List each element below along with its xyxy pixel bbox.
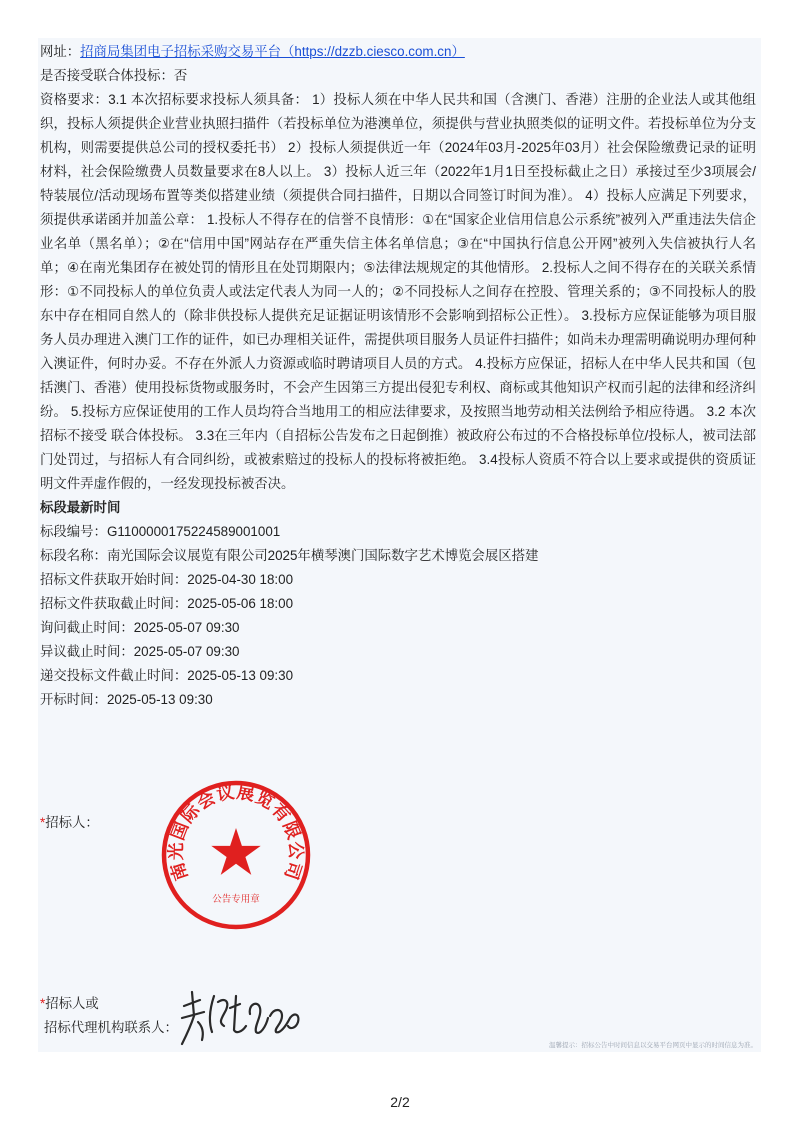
section-field-value: 2025-05-06 18:00	[187, 596, 294, 611]
section-field-row	[40, 592, 756, 616]
section-field-row	[40, 664, 756, 688]
handwritten-signature	[178, 986, 308, 1048]
section-field-value: 2025-05-13 09:30	[187, 668, 294, 683]
joint-bid-label: 是否接受联合体投标：	[40, 68, 174, 83]
section-field-row	[40, 688, 756, 712]
section-fields	[40, 520, 756, 712]
seal-star-icon	[211, 828, 260, 875]
contact-label-line2: 招标代理机构联系人：	[44, 1020, 178, 1035]
notice-content	[40, 40, 756, 712]
required-asterisk: *	[40, 996, 46, 1011]
section-field-value: 2025-05-07 09:30	[133, 620, 240, 635]
website-row	[40, 40, 756, 64]
document-sheet	[38, 38, 761, 1052]
section-field-value: 南光国际会议展览有限公司2025年横琴澳门国际数字艺术博览会展区搭建	[106, 548, 539, 563]
section-field-label: 招标文件获取截止时间：	[40, 596, 188, 611]
joint-bid-value: 否	[173, 68, 188, 83]
section-field-row	[40, 640, 756, 664]
section-field-label: 询问截止时间：	[40, 620, 134, 635]
section-field-label: 标段编号：	[40, 524, 107, 539]
page-number: 2/2	[390, 1094, 410, 1110]
section-field-label: 招标文件获取开始时间：	[40, 572, 188, 587]
tenderer-row	[40, 811, 99, 835]
section-heading: 标段最新时间	[40, 500, 121, 515]
website-label: 网址：	[40, 44, 81, 59]
seal-ring-text: 南光国际会议展览有限公司	[166, 782, 306, 883]
section-field-row	[40, 520, 756, 544]
section-field-label: 标段名称：	[40, 548, 107, 563]
footer-reminder: 温馨提示：招标公告中时间信息以交易平台网页中显示的时间信息为准。	[549, 1042, 757, 1049]
section-field-label: 递交投标文件截止时间：	[40, 668, 188, 683]
section-field-row	[40, 616, 756, 640]
platform-link[interactable]: 招商局集团电子招标采购交易平台（https://dzzb.ciesco.com.cn）	[80, 44, 465, 59]
official-seal	[159, 778, 313, 932]
qualification-paragraph: 资格要求：3.1 本次招标要求投标人须具备： 1）投标人须在中华人民共和国（含澳门、香港）注册的企业法人或其他组织，投标人须提供企业营业执照扫描件（若投标单位为港澳单位，须提供与营业执照类似的证明文件。若投标单位为分支机构，则需要提供总公司的授权委托书） 2）投标人须提供近一年（2024年03月-2025年03月）社会保险缴费记录的证明材料，社会保险缴费人员数量要求在8人以上。 3）投标人近三年（2022年1月1日至投标截止之日）承接过至少3项展会/特装展位/活动现场布置等类似搭建业绩（须提供合同扫描件，日期以合同签订时间为准）。 4）投标人应满足下列要求，须提供承诺函并加盖公章： 1.投标人不得存在的信誉不良情形：①在“国家企业信用信息公示系统”被列入严重违法失信企业名单（黑名单）；②在“信用中国”网站存在严重失信主体名单信息；③在“中国执行信息公开网”被列入失信被执行人名单；④在南光集团存在被处罚的情形且在处罚期限内；⑤法律法规规定的其他情形。 2.投标人之间不得存在的关联关系情形：①不同投标人的单位负责人或法定代表人为同一人的；②不同投标人之间存在控股、管理关系的；③不同投标人的股东中存在相同自然人的（除非供投标人提供充足证据证明该情形不会影响到招标公正性）。 3.投标方应保证能够为项目服务人员办理进入澳门工作的证件，如已办理相关证件，需提供项目服务人员证件扫描件；如尚未办理需明确说明办理何种入澳证件，何时办妥。不存在外派人力资源或临时聘请项目人员的方式。 4.投标方应保证，招标人在中华人民共和国（包括澳门、香港）使用投标货物或服务时，不会产生因第三方提出侵犯专利权、商标或其他知识产权而引起的法律和经济纠纷。 5.投标方应保证使用的工作人员均符合当地用工的相应法律要求，及按照当地劳动相关法例给予相应待遇。 3.2 本次招标不接受 联合体投标。 3.3在三年内（自招标公告发布之日起倒推）被政府公布过的不合格投标单位/投标人，被司法部门处罚过，与招标人有合同纠纷，或被索赔过的投标人的投标将被拒绝。 3.4投标人资质不符合以上要求或提供的资质证明文件弄虚作假的，一经发现投标被否决。	[40, 92, 756, 491]
seal-bottom-text: 公告专用章	[212, 894, 260, 905]
section-field-value: G1100000175224589001001	[106, 524, 281, 539]
section-field-value: 2025-05-07 09:30	[133, 644, 240, 659]
tenderer-label: 招标人：	[45, 815, 99, 830]
joint-bid-row	[40, 64, 756, 88]
required-asterisk: *	[40, 815, 46, 830]
section-field-label: 异议截止时间：	[40, 644, 134, 659]
section-field-row	[40, 568, 756, 592]
section-field-value: 2025-05-13 09:30	[106, 692, 213, 707]
section-field-value: 2025-04-30 18:00	[187, 572, 294, 587]
section-field-label: 开标时间：	[40, 692, 107, 707]
contact-label-line1: 招标人或	[45, 996, 99, 1011]
contact-label-block	[40, 992, 178, 1040]
section-field-row	[40, 544, 756, 568]
